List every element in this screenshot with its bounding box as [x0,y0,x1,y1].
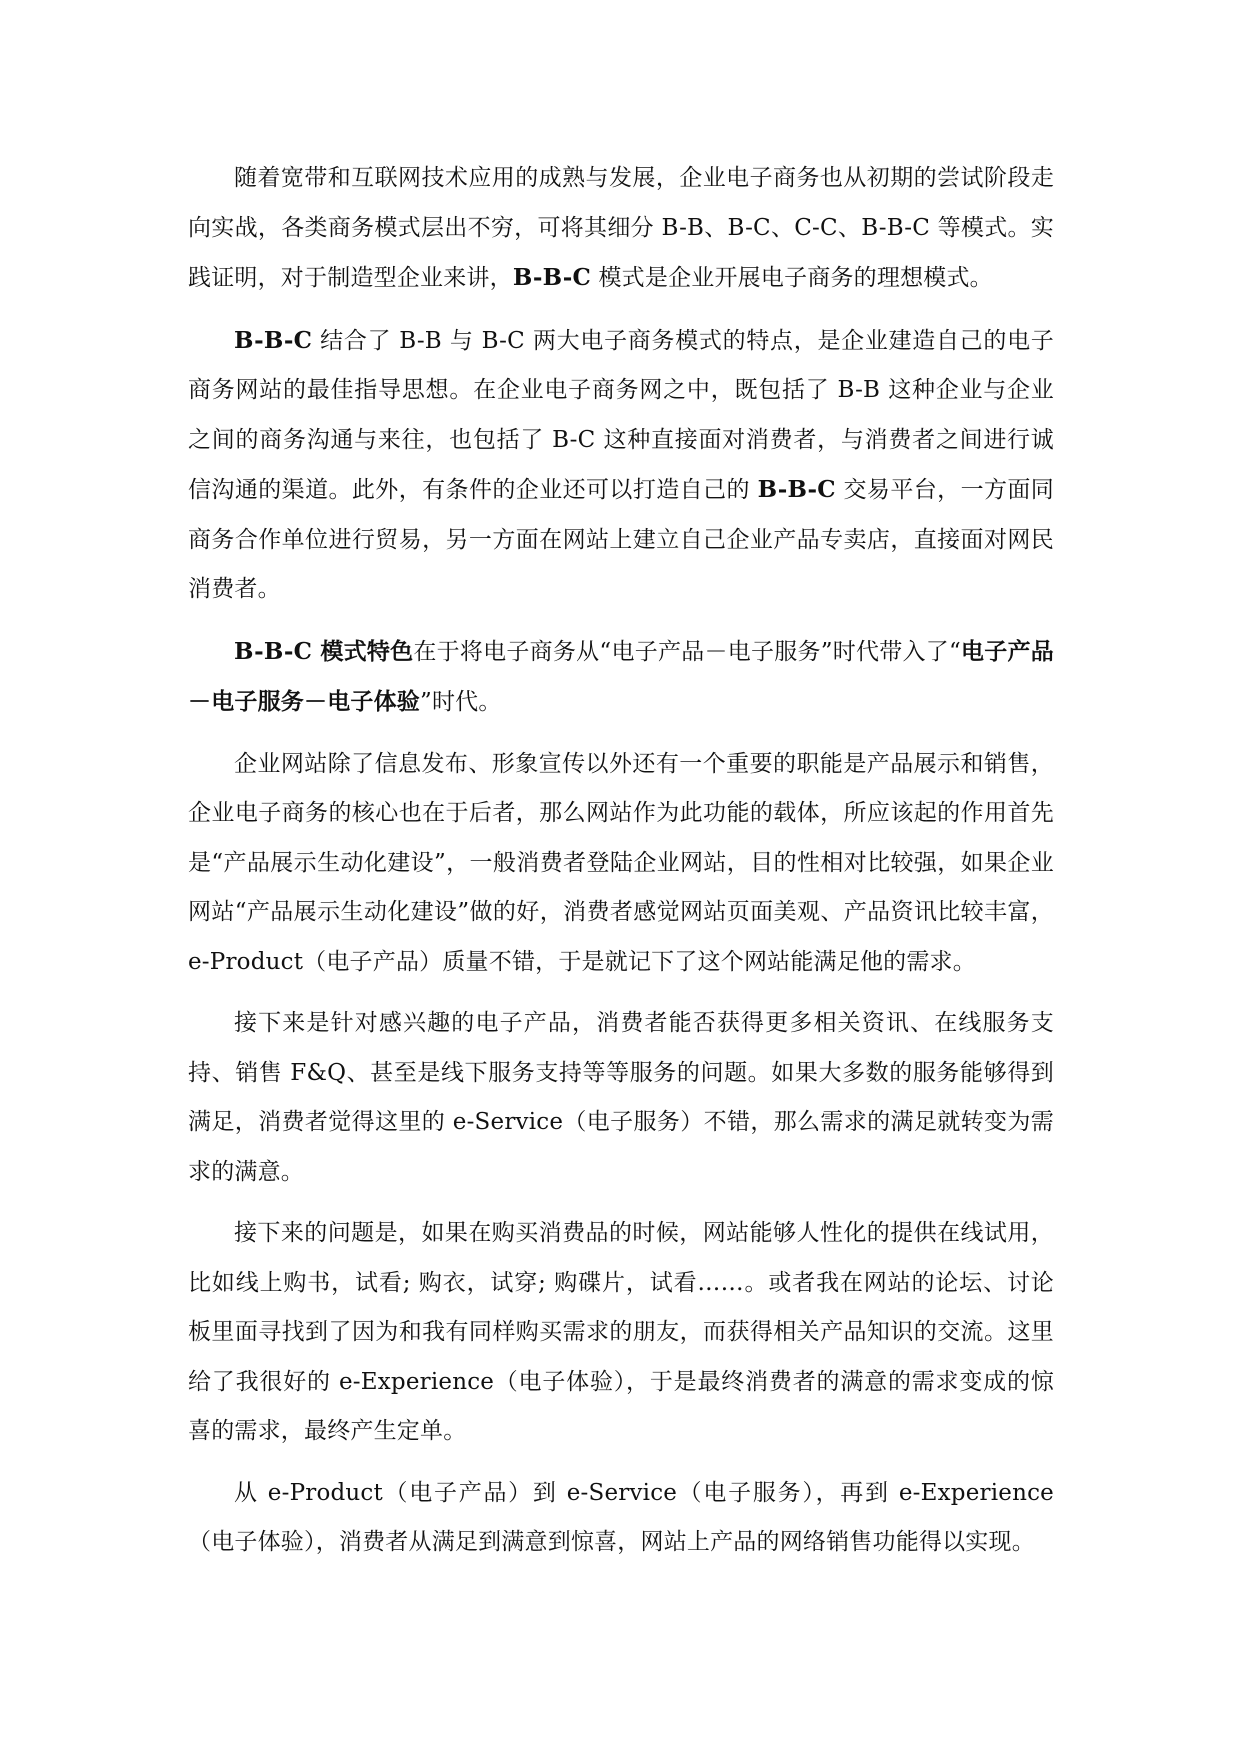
paragraph-5 [188,999,1054,1197]
paragraph-1-run-2-bold: B-B-C [512,264,591,291]
paragraph-6-run-1: 接下来的问题是，如果在购买消费品的时候，网站能够人性化的提供在线试用，比如线上购书，试看; 购衣，试穿; 购碟片，试看……。或者我在网站的论坛、讨论板里面寻找到了因为和我有同样购买需求的朋友，而获得相关产品知识的交流。这里给了我很好的 e-Experience（电子体验），于是最终消费者的满意的需求变成的惊喜的需求，最终产生定单。 [188,1220,1054,1444]
paragraph-3 [188,627,1054,728]
document-body [188,154,1054,1580]
paragraph-1-run-3: 模式是企业开展电子商务的理想模式。 [590,265,993,291]
paragraph-7-run-1: 从 e-Product（电子产品）到 e-Service（电子服务），再到 e-Experience（电子体验），消费者从满足到满意到惊喜，网站上产品的网络销售功能得以实现。 [188,1479,1054,1555]
paragraph-7 [188,1469,1054,1568]
paragraph-3-run-2: 在于将电子商务从“电子产品－电子服务”时代带入了“ [413,638,961,665]
paragraph-3-run-3-bold: 电子产品－电子服务－电子体验 [188,637,1054,715]
paragraph-2-run-4: 交易平台，一方面同商务合作单位进行贸易，另一方面在网站上建立自己企业产品专卖店，直接面对网民消费者。 [188,477,1055,602]
paragraph-3-run-4: ”时代。 [420,689,502,715]
paragraph-5-run-1: 接下来是针对感兴趣的电子产品，消费者能否获得更多相关资讯、在线服务支持、销售 F&Q、甚至是线下服务支持等等服务的问题。如果大多数的服务能够得到满足，消费者觉得这里的 e-Service（电子服务）不错，那么需求的满足就转变为需求的满意。 [188,1010,1054,1185]
paragraph-6 [188,1209,1054,1457]
paragraph-2-run-2: 结合了 B-B 与 B-C 两大电子商务模式的特点，是企业建造自己的电子商务网站的最佳指导思想。在企业电子商务网之中，既包括了 B-B 这种企业与企业之间的商务沟通与来往，也包括了 B-C 这种直接面对消费者，与消费者之间进行诚信沟通的渠道。此外，有条件的企业还可以打造自己的 [188,327,1054,503]
paragraph-1-run-1: 随着宽带和互联网技术应用的成熟与发展，企业电子商务也从初期的尝试阶段走向实战，各类商务模式层出不穷，可将其细分 B-B、B-C、C-C、B-B-C 等模式。实践证明，对于制造型企业来讲， [188,165,1054,291]
paragraph-1 [188,154,1054,304]
paragraph-2-run-1-bold: B-B-C [234,326,313,354]
paragraph-4 [188,740,1054,988]
paragraph-2-run-3-bold: B-B-C [757,476,836,503]
paragraph-4-run-1: 企业网站除了信息发布、形象宣传以外还有一个重要的职能是产品展示和销售，企业电子商务的核心也在于后者，那么网站作为此功能的载体，所应该起的作用首先是“产品展示生动化建设”，一般消费者登陆企业网站，目的性相对比较强，如果企业网站“产品展示生动化建设”做的好，消费者感觉网站页面美观、产品资讯比较丰富，e-Product（电子产品）质量不错，于是就记下了这个网站能满足他的需求。 [188,750,1054,975]
paragraph-3-run-1-bold: B-B-C 模式特色 [234,637,414,665]
paragraph-2 [188,316,1054,615]
